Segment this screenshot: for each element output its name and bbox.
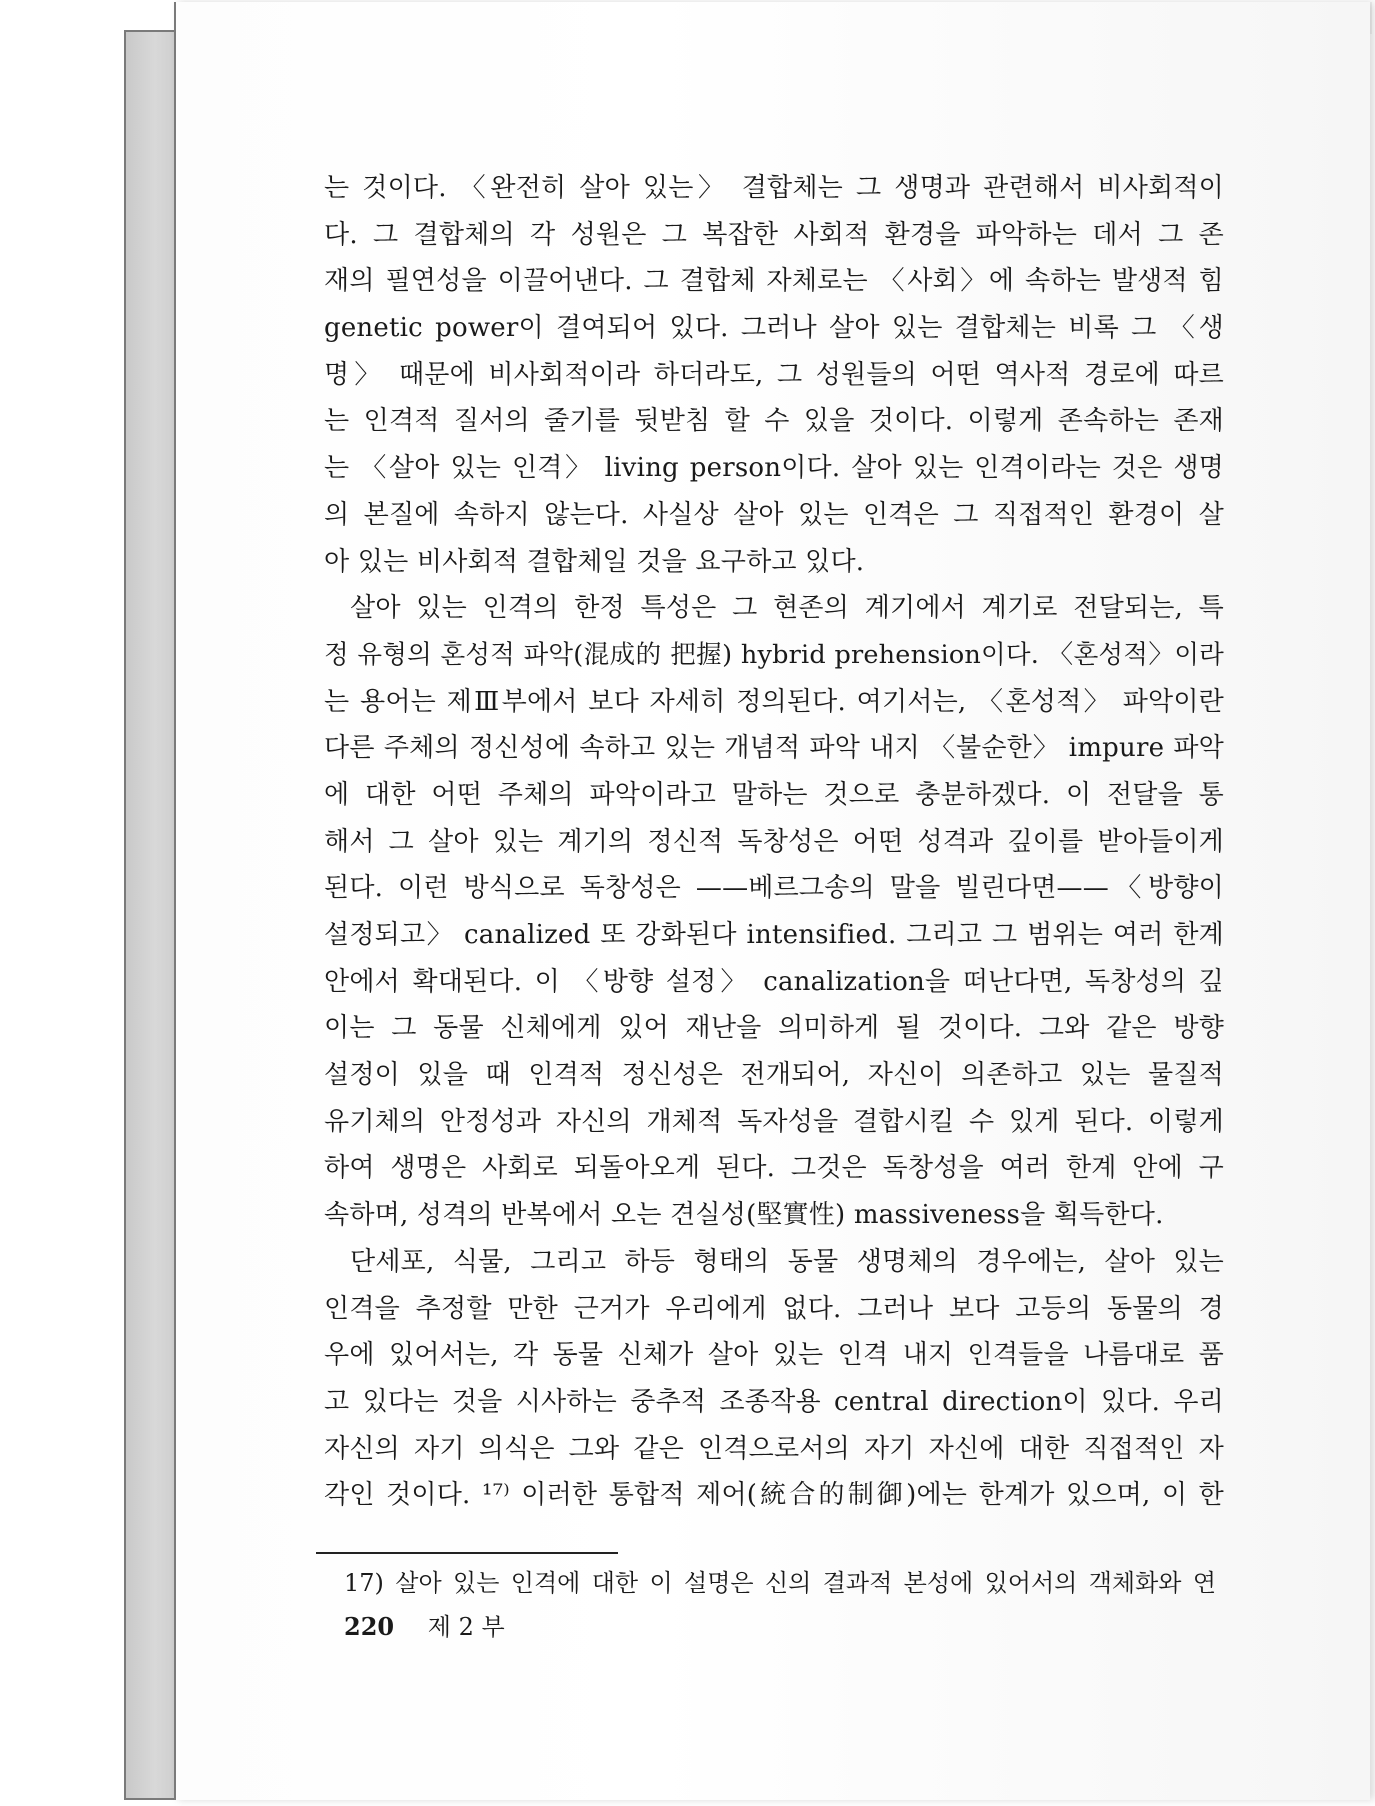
text-line: 우에 있어서는, 각 동물 신체가 살아 있는 인격 내지 인격들을 나름대로 품: [324, 1340, 1224, 1371]
text-line: 재의 필연성을 이끌어낸다. 그 결합체 자체로는 〈사회〉에 속하는 발생적 힘: [324, 266, 1224, 297]
text-line: 정 유형의 혼성적 파악(混成的 把握) hybrid prehension이다. 〈혼성적〉이라: [324, 639, 1224, 670]
part-label: 제 2 부: [427, 1613, 505, 1641]
text-line: 의 본질에 속하지 않는다. 사실상 살아 있는 인격은 그 직접적인 환경이 살: [324, 499, 1224, 530]
text-line: 자신의 자기 의식은 그와 같은 인격으로서의 자기 자신에 대한 직접적인 자: [324, 1433, 1224, 1464]
footnote: 17) 살아 있는 인격에 대한 이 설명은 신의 결과적 본성에 있어서의 객체화와 연: [344, 1569, 1216, 1597]
text-line: 된다. 이런 방식으로 독창성은 ——베르그송의 말을 빌린다면——〈방향이: [324, 873, 1224, 904]
page-footer: [344, 1607, 505, 1647]
text-line: 하여 생명은 사회로 되돌아오게 된다. 그것은 독창성을 여러 한계 안에 구: [324, 1153, 1224, 1184]
book-spine: [124, 30, 176, 1800]
page-number: 220: [344, 1612, 395, 1641]
text-line: 이는 그 동물 신체에게 있어 재난을 의미하게 될 것이다. 그와 같은 방향: [324, 1013, 1224, 1044]
text-line: 다른 주체의 정신성에 속하고 있는 개념적 파악 내지 〈불순한〉 impure 파악: [324, 733, 1224, 764]
text-line: 살아 있는 인격의 한정 특성은 그 현존의 계기에서 계기로 전달되는, 특: [350, 593, 1224, 624]
text-line: 각인 것이다. ¹⁷⁾ 이러한 통합적 제어(統合的制御)에는 한계가 있으며, 이 한: [324, 1480, 1224, 1511]
text-line: 에 대한 어떤 주체의 파악이라고 말하는 것으로 충분하겠다. 이 전달을 통: [324, 779, 1224, 810]
body-text: [324, 165, 1224, 1519]
text-line: 안에서 확대된다. 이 〈방향 설정〉 canalization을 떠난다면, 독창성의 깊: [324, 966, 1224, 997]
text-line: 명〉 때문에 비사회적이라 하더라도, 그 성원들의 어떤 역사적 경로에 따르: [324, 359, 1224, 390]
text-line: 해서 그 살아 있는 계기의 정신적 독창성은 어떤 성격과 깊이를 받아들이게: [324, 826, 1224, 857]
text-line: 단세포, 식물, 그리고 하등 형태의 동물 생명체의 경우에는, 살아 있는: [350, 1246, 1224, 1277]
text-line: 는 인격적 질서의 줄기를 뒷받침 할 수 있을 것이다. 이렇게 존속하는 존재: [324, 406, 1224, 437]
text-line: 는 것이다. 〈완전히 살아 있는〉 결합체는 그 생명과 관련해서 비사회적이: [324, 173, 1224, 203]
text-line: 는 용어는 제Ⅲ부에서 보다 자세히 정의된다. 여기서는, 〈혼성적〉 파악이란: [324, 686, 1224, 717]
text-line: 속하며, 성격의 반복에서 오는 견실성(堅實性) massiveness을 획득한다.: [324, 1200, 1164, 1231]
footnote-divider: [316, 1552, 618, 1554]
text-line: genetic power이 결여되어 있다. 그러나 살아 있는 결합체는 비록 그 〈생: [324, 313, 1224, 344]
text-line: 는 〈살아 있는 인격〉 living person이다. 살아 있는 인격이라는 것은 생명: [324, 453, 1224, 484]
text-line: 설정이 있을 때 인격적 정신성은 전개되어, 자신이 의존하고 있는 물질적: [324, 1060, 1224, 1091]
text-line: 설정되고〉 canalized 또 강화된다 intensified. 그리고 그 범위는 여러 한계: [324, 920, 1224, 950]
text-line: 인격을 추정할 만한 근거가 우리에게 없다. 그러나 보다 고등의 동물의 경: [324, 1293, 1224, 1324]
text-line: 유기체의 안정성과 자신의 개체적 독자성을 결합시킬 수 있게 된다. 이렇게: [324, 1106, 1224, 1137]
text-line: 고 있다는 것을 시사하는 중추적 조종작용 central direction이 있다. 우리: [324, 1386, 1224, 1417]
text-line: 아 있는 비사회적 결합체일 것을 요구하고 있다.: [324, 546, 865, 577]
text-line: 다. 그 결합체의 각 성원은 그 복잡한 사회적 환경을 파악하는 데서 그 존: [324, 219, 1224, 250]
